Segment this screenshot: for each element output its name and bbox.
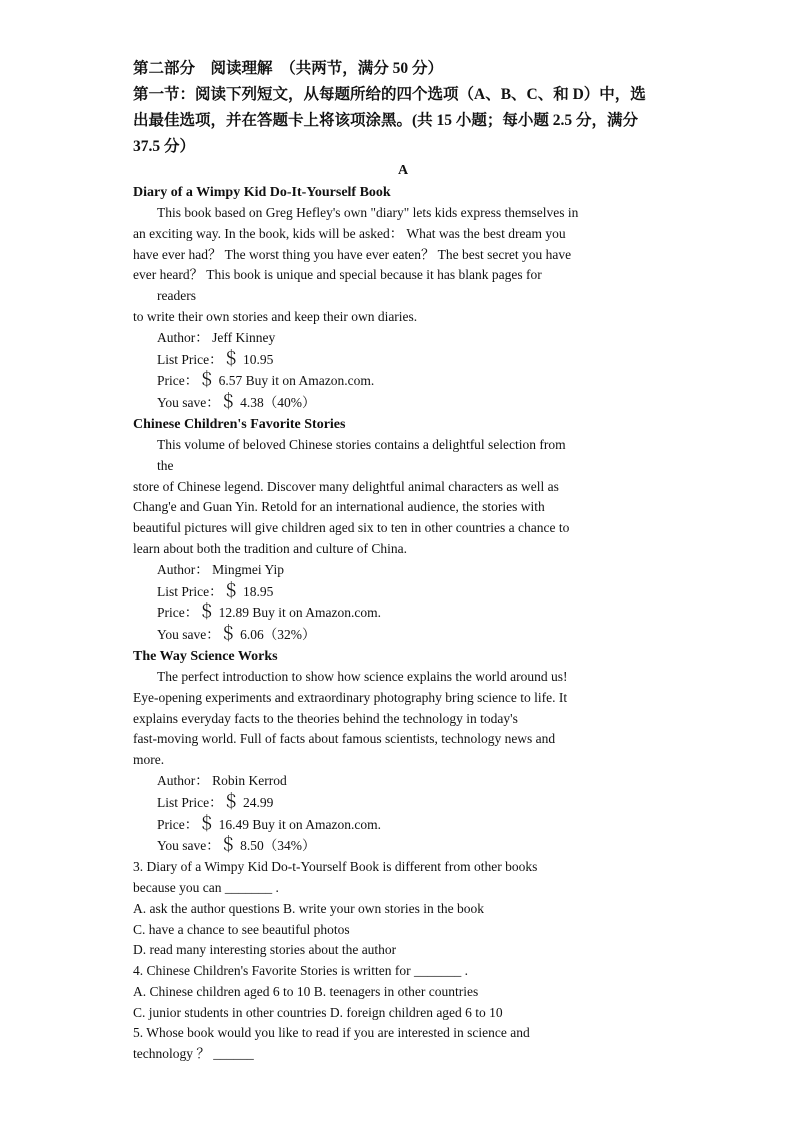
book-description-line: to write their own stories and keep their own diaries.: [133, 308, 418, 324]
book-description-line: This volume of beloved Chinese stories contains a delightful selection from: [157, 436, 566, 452]
dollar-sign: ＄: [222, 791, 240, 811]
list-price-value: 10.95: [243, 351, 274, 367]
dollar-sign: ＄: [198, 813, 216, 833]
book-title: The Way Science Works: [133, 648, 278, 664]
dollar-sign: ＄: [219, 624, 237, 644]
book-description-line: the: [157, 457, 174, 473]
book-description-line: more.: [133, 752, 165, 768]
book-entry: [133, 414, 673, 646]
book-description-line: have ever had？ The worst thing you have ever eaten？ The best secret you have: [133, 246, 572, 262]
book-description-line: an exciting way. In the book, kids will be asked： What was the best dream you: [133, 225, 566, 241]
passage-label: A: [397, 163, 409, 178]
section-instructions-line-2: 出最佳选项，并在答题卡上将该项涂黑。(共 15 小题；每小题 2.5 分，满分: [133, 112, 639, 129]
document-page: [133, 56, 673, 1065]
question-4-options-ab: A. Chinese children aged 6 to 10 B. teenagers in other countries: [133, 983, 479, 999]
question-3-options-ab: A. ask the author questions B. write your own stories in the book: [133, 900, 484, 916]
book-author: Author： Jeff Kinney: [157, 329, 276, 345]
question-3-option-c: C. have a chance to see beautiful photos: [133, 921, 350, 937]
book-author: Author： Robin Kerrod: [157, 772, 287, 788]
book-description-line: beautiful pictures will give children aged six to ten in other countries a chance to: [133, 520, 570, 536]
book-title: Diary of a Wimpy Kid Do-It-Yourself Book: [133, 185, 391, 200]
question-4-options-cd: C. junior students in other countries D. foreign children aged 6 to 10: [133, 1004, 503, 1020]
list-price-label: List Price：: [157, 794, 223, 810]
list-price-label: List Price：: [157, 351, 223, 367]
dollar-sign: ＄: [198, 370, 216, 390]
book-entry: [133, 646, 673, 857]
dollar-sign: ＄: [222, 348, 240, 368]
list-price-label: List Price：: [157, 583, 223, 599]
book-description-line: ever heard？ This book is unique and special because it has blank pages for: [133, 267, 542, 283]
price-label: Price：: [157, 605, 199, 621]
book-list-price: [133, 581, 673, 603]
save-value: 8.50（34%）: [240, 838, 316, 854]
book-description-line: learn about both the tradition and culture of China.: [133, 540, 408, 556]
book-price: [133, 370, 673, 392]
part-heading: 第二部分 阅读理解 （共两节，满分 50 分）: [133, 60, 444, 77]
save-label: You save：: [157, 627, 220, 643]
book-description-line: The perfect introduction to show how science explains the world around us!: [157, 668, 568, 684]
save-label: You save：: [157, 395, 220, 411]
question-block: [133, 857, 673, 1065]
book-description-line: Eye-opening experiments and extraordinary photography bring science to life. It: [133, 689, 568, 705]
book-description-line: This book based on Greg Hefley's own "diary" lets kids express themselves in: [157, 205, 579, 220]
question-3-stem-cont: because you can _______ .: [133, 879, 279, 895]
section-instructions-line-3: 37.5 分）: [133, 138, 196, 155]
question-3-option-d: D. read many interesting stories about the author: [133, 942, 397, 958]
book-entry: [133, 182, 673, 414]
dollar-sign: ＄: [198, 602, 216, 622]
book-price: [133, 602, 673, 624]
dollar-sign: ＄: [222, 580, 240, 600]
book-savings: [133, 392, 673, 414]
price-label: Price：: [157, 373, 199, 389]
book-title: Chinese Children's Favorite Stories: [133, 416, 346, 432]
save-value: 6.06（32%）: [240, 627, 316, 643]
book-savings: [133, 835, 673, 857]
question-4-stem: 4. Chinese Children's Favorite Stories is written for _______ .: [133, 963, 469, 979]
save-value: 4.38（40%）: [240, 395, 316, 411]
save-label: You save：: [157, 838, 220, 854]
question-3-stem: 3. Diary of a Wimpy Kid Do-t-Yourself Book is different from other books: [133, 859, 538, 875]
price-label: Price：: [157, 816, 199, 832]
list-price-value: 24.99: [243, 794, 274, 810]
book-description-line: explains everyday facts to the theories behind the technology in today's: [133, 710, 518, 726]
question-5-stem: 5. Whose book would you like to read if you are interested in science and: [133, 1025, 530, 1041]
book-list-price: [133, 792, 673, 814]
book-description-line: store of Chinese legend. Discover many delightful animal characters as well as: [133, 478, 559, 494]
book-savings: [133, 624, 673, 646]
price-value: 6.57 Buy it on Amazon.com.: [218, 373, 375, 389]
book-description-line: readers: [157, 288, 196, 304]
section-instructions-line-1: 第一节：阅读下列短文，从每题所给的四个选项（A、B、C、和 D）中，选: [133, 86, 646, 103]
price-value: 16.49 Buy it on Amazon.com.: [218, 816, 381, 832]
book-author: Author： Mingmei Yip: [157, 561, 284, 577]
book-price: [133, 814, 673, 836]
book-description-line: Chang'e and Guan Yin. Retold for an international audience, the stories with: [133, 499, 545, 515]
dollar-sign: ＄: [219, 392, 237, 412]
price-value: 12.89 Buy it on Amazon.com.: [218, 605, 381, 621]
book-description-line: fast-moving world. Full of facts about famous scientists, technology news and: [133, 731, 556, 747]
dollar-sign: ＄: [219, 835, 237, 855]
book-list-price: [133, 349, 673, 371]
question-5-stem-cont: technology ？ ______: [133, 1046, 254, 1062]
list-price-value: 18.95: [243, 583, 274, 599]
